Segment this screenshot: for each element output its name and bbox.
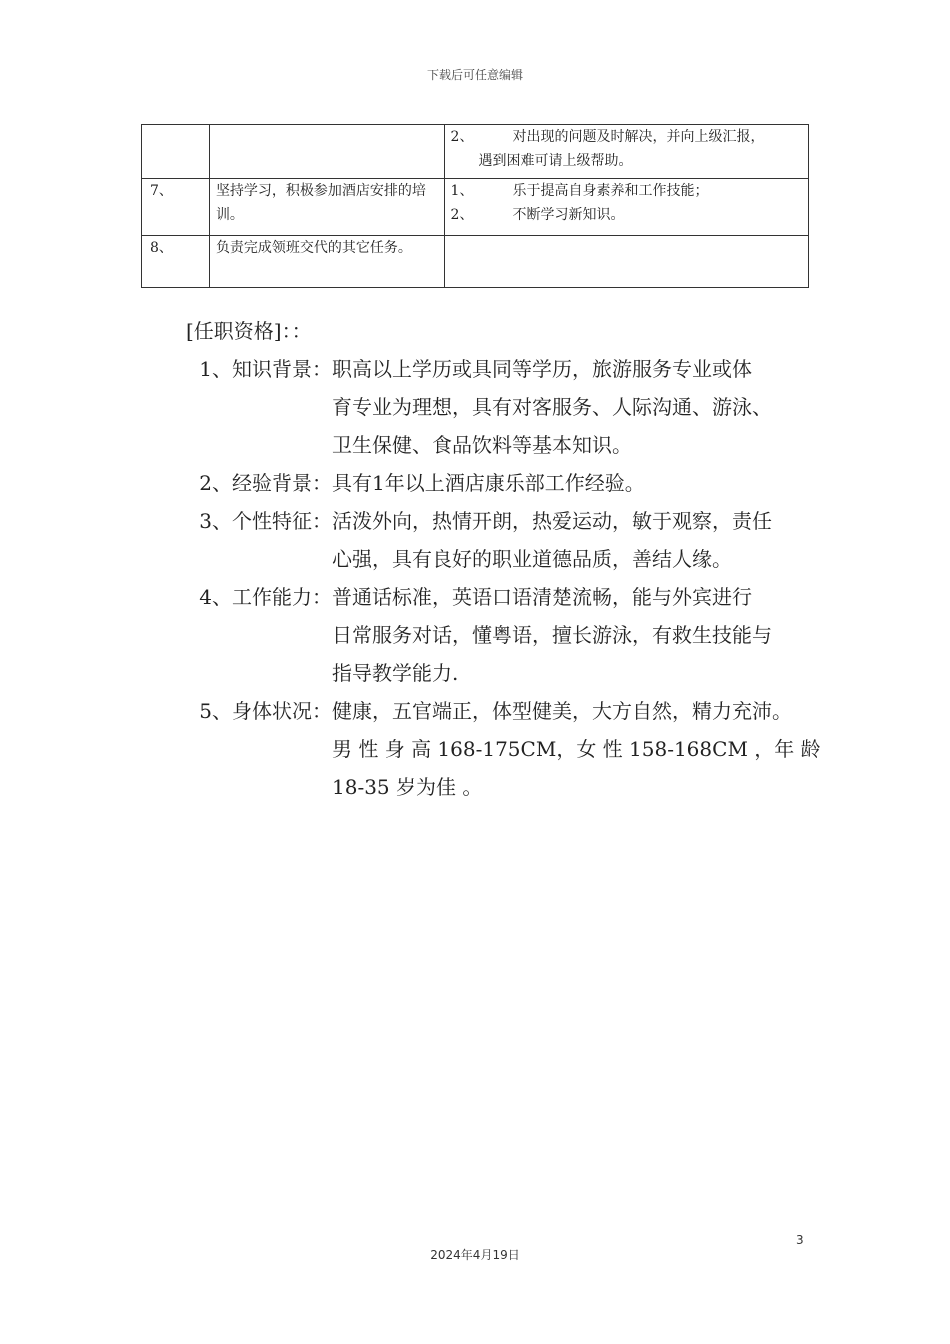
qualification-text	[332, 502, 812, 578]
qualification-label: 4、工作能力：	[199, 585, 332, 609]
text-line: 指导教学能力.	[332, 661, 459, 685]
standard-cell	[444, 179, 808, 236]
qualification-label: 2、经验背景：	[199, 471, 332, 495]
page-number: 3	[796, 1233, 804, 1247]
text-line: 卫生保健、食品饮料等基本知识。	[332, 433, 632, 457]
qualification-item	[186, 692, 836, 806]
row-number-cell: 8、	[142, 236, 210, 288]
duty-cell: 坚持学习，积极参加酒店安排的培训。	[209, 179, 444, 236]
item-number: 1、	[450, 183, 474, 199]
text-line: 18-35 岁为佳 。	[332, 775, 483, 799]
standard-item	[451, 125, 802, 149]
qualification-text	[332, 578, 812, 692]
qualification-item	[186, 502, 836, 578]
row-number-cell: 7、	[142, 179, 210, 236]
qualification-item	[186, 578, 836, 692]
duties-table	[141, 124, 809, 288]
table-row	[142, 236, 809, 288]
standard-item	[451, 203, 802, 227]
item-text-continued: 遇到困难可请上级帮助。	[478, 153, 633, 169]
standard-cell	[444, 125, 808, 179]
item-text: 乐于提高自身素养和工作技能；	[512, 183, 709, 199]
text-line: 健康，五官端正，体型健美，大方自然，精力充沛。	[332, 699, 792, 723]
page-header: 下载后可任意编辑	[426, 68, 523, 82]
standard-cell	[444, 236, 808, 288]
text-line: 具有1年以上酒店康乐部工作经验。	[332, 471, 645, 495]
qualification-text	[332, 464, 812, 502]
qualification-text	[332, 350, 812, 464]
duty-cell	[209, 125, 444, 179]
item-text: 对出现的问题及时解决，并向上级汇报，	[512, 129, 765, 145]
item-number: 2、	[450, 207, 474, 223]
item-text: 不断学习新知识。	[512, 207, 625, 223]
page-footer-date: 2024年4月19日	[430, 1248, 520, 1262]
text-line: 男 性 身 高 168-175CM，女 性 158-168CM ，年 龄	[332, 737, 821, 761]
qualification-label: 1、知识背景：	[199, 357, 332, 381]
standard-item	[451, 179, 802, 203]
table-row	[142, 179, 809, 236]
section-title: [任职资格]：：	[186, 319, 312, 343]
text-line: 活泼外向，热情开朗，热爱运动，敏于观察，责任	[332, 509, 772, 533]
qualifications-section	[186, 312, 836, 806]
qualification-item	[186, 464, 836, 502]
qualification-label: 3、个性特征：	[199, 509, 332, 533]
text-line: 职高以上学历或具同等学历，旅游服务专业或体	[332, 357, 752, 381]
table-row	[142, 125, 809, 179]
qualification-item	[186, 350, 836, 464]
duty-cell: 负责完成领班交代的其它任务。	[209, 236, 444, 288]
qualification-text	[332, 692, 821, 806]
text-line: 育专业为理想，具有对客服务、人际沟通、游泳、	[332, 395, 772, 419]
text-line: 心强，具有良好的职业道德品质，善结人缘。	[332, 547, 732, 571]
text-line: 普通话标准，英语口语清楚流畅，能与外宾进行	[332, 585, 752, 609]
row-number-cell	[142, 125, 210, 179]
qualification-label: 5、身体状况：	[199, 699, 332, 723]
item-number: 2、	[450, 129, 474, 145]
text-line: 日常服务对话，懂粤语，擅长游泳，有救生技能与	[332, 623, 772, 647]
